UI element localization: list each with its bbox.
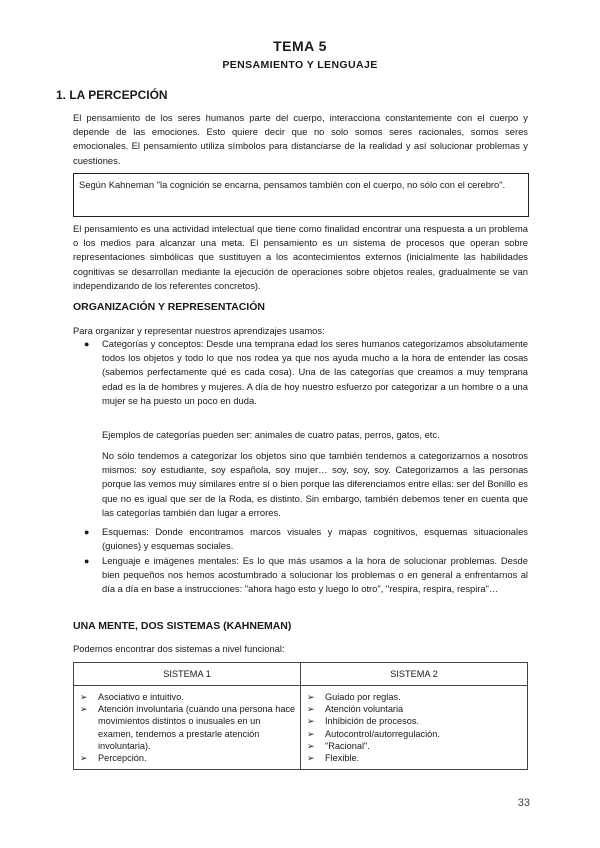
section-heading-percepcion: 1. LA PERCEPCIÓN [56,88,168,102]
list-item: ➢ Asociativo e intuitivo. [80,692,184,702]
table-header-sistema-2: SISTEMA 2 [301,663,528,686]
bullet-dot-icon: ● [84,527,90,537]
list-item: ➢ Percepción. [80,753,147,764]
bullet-esquemas: Esquemas: Donde encontramos marcos visuales y mapas cognitivos, esquemas situacionales (guiones) y esquemas sociales. [102,526,528,552]
sistema-1-cell [74,686,301,770]
arrow-icon: ➢ [80,692,88,702]
list-item: ➢ Atención involuntaria (cuando una persona hace movimientos distintos o inusuales en un examen, tendemos a prestarle atención involuntaria). [80,704,296,751]
table-header-sistema-1: SISTEMA 1 [74,663,301,686]
section-heading-organizacion: ORGANIZACIÓN Y REPRESENTACIÓN [73,301,265,313]
list-item: ➢ Inhibición de procesos. [307,716,419,727]
page-number: 33 [517,797,530,809]
intro-paragraph: El pensamiento de los seres humanos parte del cuerpo, interacciona constantemente con el cuerpo y depende de las emociones. Esto quiere decir que no solo somos seres racionales, somos seres emocionales. El pensamiento utiliza símbolos para distanciarse de la realidad y así solucionar problemas y cuestiones. [73,112,528,166]
arrow-icon: ➢ [307,753,315,764]
arrow-icon: ➢ [307,704,315,715]
definition-paragraph: El pensamiento es una actividad intelectual que tiene como finalidad encontrar una respuesta a un problema o los medios para alcanzar una meta. El pensamiento es un sistema de procesos que operan sobre representaciones simbólicas que sustituyen a los acontecimientos externos (inicialmente las habilidades cognitivas se desarrollan mediante la ejecución de operaciones sobre objetos reales, gradualmente se van independizando de los referentes concretos). [73,223,528,291]
list-item: ➢ Atención voluntaria [307,704,404,715]
bullet-dot-icon: ● [84,339,90,349]
kahneman-quote-text: Según Kahneman "la cognición se encarna, pensamos también con el cuerpo, no sólo con el cerebro". [79,179,506,190]
arrow-icon: ➢ [80,753,88,764]
list-item: ➢ Guiado por reglas. [307,692,401,702]
bullet-dot-icon: ● [84,556,90,566]
organizacion-intro: Para organizar y representar nuestros aprendizajes usamos: [73,325,325,336]
arrow-icon: ➢ [307,728,315,739]
bullet-categorias-p1: Categorías y conceptos: Desde una temprana edad los seres humanos categorizamos absolutamente todos los objetos y todo lo que nos rodea ya que nos ayuda mucho a la hora de entender las cosas (sabemos perfectamente qué es cada cosa). Una de las categorías que creamos a muy temprana edad es la de hombres y mujeres. A día de hoy nuestro esfuerzo por categorizar a un hombre o a una mujer se ha puesto un poco en duda. [102,338,528,406]
list-item: ➢ Flexible. [307,753,360,764]
kahneman-quote-box [73,173,529,217]
arrow-icon: ➢ [307,716,315,727]
sistema-2-cell [301,686,528,770]
arrow-icon: ➢ [307,740,315,751]
arrow-icon: ➢ [80,704,88,715]
bullet-categorias-p2: Ejemplos de categorías pueden ser: animales de cuatro patas, perros, gatos, etc. [102,429,440,440]
sistemas-table [73,662,528,770]
page-subtitle: PENSAMIENTO Y LENGUAJE [222,59,378,71]
sistemas-intro: Podemos encontrar dos sistemas a nivel funcional: [73,643,285,654]
bullet-lenguaje: Lenguaje e imágenes mentales: Es lo que más usamos a la hora de solucionar problemas. Desde bien pequeños nos hemos acostumbrado a solucionar los problemas o en general a enfrentarnos al día a día en base a instrucciones: "ahora hago esto y luego lo otro", "respira, respira, respira"… [102,555,528,595]
page-title: TEMA 5 [273,38,327,54]
list-item: ➢ "Racional". [307,740,370,751]
section-heading-sistemas: UNA MENTE, DOS SISTEMAS (KAHNEMAN) [73,620,292,632]
bullet-categorias-p3: No sólo tendemos a categorizar los objetos sino que también tendemos a categorizarnos a nosotros mismos: soy estudiante, soy española, soy mujer… soy, soy, soy. Categorizamos a las personas porque las vemos muy similares entre sí o bien porque las diferenciamos entre ellas: ser del Bonillo es que no es igual que ser de la Roda, es distinto. Sin embargo, también debemos tener en cuenta que las categorías también dan lugar a errores. [102,450,528,518]
list-item: ➢ Autocontrol/autorregulación. [307,728,440,739]
arrow-icon: ➢ [307,692,315,702]
